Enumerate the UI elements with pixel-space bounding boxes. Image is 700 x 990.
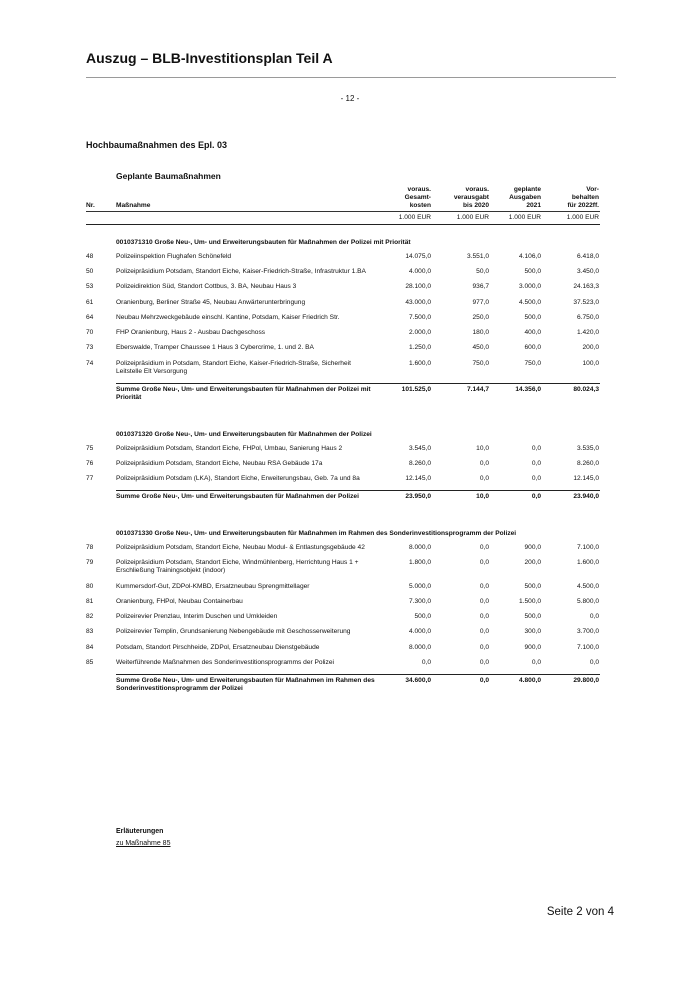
table-row (86, 445, 600, 460)
sum-gesamtkosten: 23.950,0 (378, 491, 432, 516)
row-ausgaben: 600,0 (524, 344, 541, 352)
group-title: 0010371310 Große Neu-, Um- und Erweiterungsbauten für Maßnahmen der Polizei mit Priorität (116, 238, 411, 246)
row-massnahme: FHP Oranienburg, Haus 2 - Ausbau Dachgeschoss (116, 329, 266, 337)
row-verausgabt: 0,0 (479, 582, 489, 590)
table-row (86, 268, 600, 283)
row-nr: 50 (86, 268, 94, 276)
group-title: 0010371320 Große Neu-, Um- und Erweiterungsbauten für Maßnahmen der Polizei (116, 430, 372, 438)
sum-row (86, 384, 600, 417)
row-verausgabt: 10,0 (476, 444, 489, 452)
row-verausgabt: 0,0 (479, 475, 489, 483)
row-gesamtkosten: 2.000,0 (409, 329, 431, 337)
col-header-gesamtkosten: voraus. Gesamt- kosten (404, 186, 431, 210)
row-nr: 83 (86, 628, 94, 636)
group-header-row (86, 427, 600, 445)
row-vorbehalten: 4.500,0 (577, 582, 599, 590)
sum-label: Summe Große Neu-, Um- und Erweiterungsbauten für Maßnahmen im Rahmen des Sonderinvestitionsprogramm der Polizei (116, 675, 378, 708)
document-title: Auszug – BLB-Investitionsplan Teil A (86, 50, 333, 66)
unit-label: 1.000 EUR (542, 211, 600, 224)
row-vorbehalten: 3.450,0 (577, 268, 599, 276)
sum-ausgaben: 0,0 (490, 491, 542, 516)
row-massnahme: Polizeiinspektion Flughafen Schönefeld (116, 252, 232, 260)
row-gesamtkosten: 43.000,0 (405, 298, 431, 306)
col-header-nr: Nr. (86, 202, 95, 210)
row-gesamtkosten: 14.075,0 (405, 252, 431, 260)
row-verausgabt: 977,0 (472, 298, 489, 306)
table-row (86, 544, 600, 559)
sum-row (86, 491, 600, 516)
row-massnahme: Polizeipräsidium Potsdam, Standort Eiche, Neubau RSA Gebäude 17a (116, 459, 323, 467)
footer-page-counter: Seite 2 von 4 (546, 906, 614, 918)
header-divider (86, 77, 616, 78)
row-massnahme: Neubau Mehrzweckgebäude einschl. Kantine, Potsdam, Kaiser Friedrich Str. (116, 313, 340, 321)
spacer-row (86, 224, 600, 235)
sum-ausgaben: 4.800,0 (490, 675, 542, 708)
row-ausgaben: 500,0 (524, 313, 541, 321)
table-row (86, 475, 600, 491)
row-gesamtkosten: 8.000,0 (409, 643, 431, 651)
row-gesamtkosten: 500,0 (414, 613, 431, 621)
group-nr-cell (86, 235, 116, 253)
col-header-massnahme: Maßnahme (116, 202, 151, 210)
investment-table (86, 186, 600, 708)
sum-label: Summe Große Neu-, Um- und Erweiterungsbauten für Maßnahmen der Polizei (116, 491, 378, 516)
investment-table-block (86, 170, 600, 708)
sum-vorbehalten: 80.024,3 (542, 384, 600, 417)
spacer-row (86, 516, 600, 526)
unit-label: 1.000 EUR (490, 211, 542, 224)
row-ausgaben: 900,0 (524, 543, 541, 551)
row-nr: 77 (86, 475, 94, 483)
row-massnahme: Oranienburg, FHPol, Neubau Containerbau (116, 597, 243, 605)
sum-vorbehalten: 29.800,0 (542, 675, 600, 708)
row-gesamtkosten: 28.100,0 (405, 283, 431, 291)
row-vorbehalten: 8.260,0 (577, 459, 599, 467)
row-verausgabt: 180,0 (472, 329, 489, 337)
unit-label: 1.000 EUR (432, 211, 490, 224)
sum-gesamtkosten: 101.525,0 (378, 384, 432, 417)
row-massnahme: Polizeirevier Prenzlau, Interim Duschen und Umkleiden (116, 613, 278, 621)
row-vorbehalten: 12.145,0 (573, 475, 599, 483)
row-gesamtkosten: 5.000,0 (409, 582, 431, 590)
table-row (86, 583, 600, 598)
group-nr-cell (86, 427, 116, 445)
row-massnahme: Eberswalde, Tramper Chaussee 1 Haus 3 Cybercrime, 1. und 2. BA (116, 344, 314, 352)
row-ausgaben: 4.500,0 (519, 298, 541, 306)
table-row (86, 344, 600, 359)
row-massnahme: Weiterführende Maßnahmen des Sonderinvestitionsprogramms der Polizei (116, 658, 334, 666)
row-vorbehalten: 37.523,0 (573, 298, 599, 306)
row-gesamtkosten: 4.000,0 (409, 268, 431, 276)
row-massnahme: Kummersdorf-Gut, ZDPol-KMBD, Ersatzneubau Sprengmittellager (116, 582, 310, 590)
row-nr: 73 (86, 344, 94, 352)
row-ausgaben: 500,0 (524, 268, 541, 276)
row-ausgaben: 1.500,0 (519, 597, 541, 605)
row-verausgabt: 50,0 (476, 268, 489, 276)
row-nr: 74 (86, 359, 94, 367)
row-massnahme: Polizeipräsidium in Potsdam, Standort Eiche, Kaiser-Friedrich-Straße, Sicherheit Leitstelle Elt Versorgung (116, 359, 351, 375)
row-vorbehalten: 3.700,0 (577, 628, 599, 636)
table-row (86, 460, 600, 475)
row-gesamtkosten: 7.500,0 (409, 313, 431, 321)
row-nr: 76 (86, 459, 94, 467)
col-header-verausgabt: voraus. verausgabt bis 2020 (453, 186, 489, 210)
table-unit-row (86, 211, 600, 224)
table-row (86, 314, 600, 329)
sum-nr-cell (86, 384, 116, 417)
row-verausgabt: 0,0 (479, 459, 489, 467)
group-header-row (86, 235, 600, 253)
table-row (86, 253, 600, 268)
table-header-row (86, 186, 600, 211)
row-vorbehalten: 24.163,3 (573, 283, 599, 291)
row-gesamtkosten: 1.800,0 (409, 559, 431, 567)
row-nr: 70 (86, 329, 94, 337)
sum-vorbehalten: 23.940,0 (542, 491, 600, 516)
table-row (86, 559, 600, 582)
row-nr: 53 (86, 283, 94, 291)
row-verausgabt: 0,0 (479, 597, 489, 605)
row-gesamtkosten: 4.000,0 (409, 628, 431, 636)
row-massnahme: Polizeipräsidium Potsdam (LKA), Standort Eiche, Erweiterungsbau, Geb. 7a und 8a (116, 475, 360, 483)
row-nr: 78 (86, 543, 94, 551)
row-ausgaben: 3.000,0 (519, 283, 541, 291)
row-ausgaben: 300,0 (524, 628, 541, 636)
sum-verausgabt: 0,0 (432, 675, 490, 708)
spacer-row (86, 417, 600, 427)
row-gesamtkosten: 7.300,0 (409, 597, 431, 605)
table-row (86, 659, 600, 675)
row-gesamtkosten: 1.600,0 (409, 359, 431, 367)
sum-verausgabt: 10,0 (432, 491, 490, 516)
row-verausgabt: 0,0 (479, 543, 489, 551)
row-verausgabt: 750,0 (472, 359, 489, 367)
row-massnahme: Potsdam, Standort Pirschheide, ZDPol, Ersatzneubau Dienstgebäude (116, 643, 320, 651)
row-ausgaben: 0,0 (531, 444, 541, 452)
row-verausgabt: 0,0 (479, 628, 489, 636)
row-verausgabt: 250,0 (472, 313, 489, 321)
table-title: Geplante Baumaßnahmen (116, 171, 221, 181)
sum-label: Summe Große Neu-, Um- und Erweiterungsbauten für Maßnahmen der Polizei mit Priorität (116, 384, 378, 417)
row-massnahme: Polizeipräsidium Potsdam, Standort Eiche, Kaiser-Friedrich-Straße, Infrastruktur 1.BA (116, 268, 366, 276)
col-header-ausgaben: geplante Ausgaben 2021 (509, 186, 541, 210)
row-massnahme: Polizeipräsidium Potsdam, Standort Eiche, Windmühlenberg, Herrichtung Haus 1 + Erschließung Trainingsobjekt (indoor) (116, 559, 359, 575)
row-massnahme: Oranienburg, Berliner Straße 45, Neubau Anwärterunterbringung (116, 298, 306, 306)
row-gesamtkosten: 8.260,0 (409, 459, 431, 467)
group-nr-cell (86, 526, 116, 544)
table-row (86, 299, 600, 314)
row-ausgaben: 200,0 (524, 559, 541, 567)
row-massnahme: Polizeidirektion Süd, Standort Cottbus, 3. BA, Neubau Haus 3 (116, 283, 297, 291)
row-verausgabt: 3.551,0 (467, 252, 489, 260)
row-verausgabt: 450,0 (472, 344, 489, 352)
table-row (86, 613, 600, 628)
row-vorbehalten: 7.100,0 (577, 543, 599, 551)
col-header-vorbehalten: Vor- behalten für 2022ff. (567, 186, 599, 210)
row-verausgabt: 0,0 (479, 643, 489, 651)
notes-section (116, 828, 170, 847)
table-row (86, 283, 600, 298)
row-massnahme: Polizeipräsidium Potsdam, Standort Eiche, FHPol, Umbau, Sanierung Haus 2 (116, 444, 343, 452)
row-ausgaben: 500,0 (524, 613, 541, 621)
row-ausgaben: 500,0 (524, 582, 541, 590)
row-gesamtkosten: 12.145,0 (405, 475, 431, 483)
row-vorbehalten: 100,0 (582, 359, 599, 367)
row-nr: 81 (86, 597, 94, 605)
row-vorbehalten: 7.100,0 (577, 643, 599, 651)
row-gesamtkosten: 0,0 (421, 658, 431, 666)
row-ausgaben: 900,0 (524, 643, 541, 651)
row-nr: 84 (86, 643, 94, 651)
notes-heading: Erläuterungen (116, 828, 164, 835)
row-nr: 48 (86, 252, 94, 260)
row-vorbehalten: 0,0 (589, 658, 599, 666)
row-ausgaben: 0,0 (531, 459, 541, 467)
row-vorbehalten: 200,0 (582, 344, 599, 352)
notes-link[interactable]: zu Maßnahme 85 (116, 840, 171, 847)
group-title: 0010371330 Große Neu-, Um- und Erweiterungsbauten für Maßnahmen im Rahmen des Sonderinvestitionsprogramm der Polizei (116, 529, 517, 537)
table-row (86, 628, 600, 643)
sum-ausgaben: 14.356,0 (490, 384, 542, 417)
section-heading: Hochbaumaßnahmen des Epl. 03 (86, 140, 228, 150)
row-ausgaben: 0,0 (531, 658, 541, 666)
row-nr: 64 (86, 313, 94, 321)
table-row (86, 598, 600, 613)
group-header-row (86, 526, 600, 544)
sum-row (86, 675, 600, 708)
row-gesamtkosten: 3.545,0 (409, 444, 431, 452)
row-vorbehalten: 0,0 (589, 613, 599, 621)
row-verausgabt: 0,0 (479, 559, 489, 567)
row-massnahme: Polizeirevier Templin, Grundsanierung Nebengebäude mit Geschosserweiterung (116, 628, 351, 636)
row-verausgabt: 0,0 (479, 613, 489, 621)
sum-nr-cell (86, 491, 116, 516)
table-row (86, 329, 600, 344)
row-ausgaben: 4.106,0 (519, 252, 541, 260)
row-gesamtkosten: 1.250,0 (409, 344, 431, 352)
sum-nr-cell (86, 675, 116, 708)
unit-label: 1.000 EUR (378, 211, 432, 224)
row-gesamtkosten: 8.000,0 (409, 543, 431, 551)
sum-gesamtkosten: 34.600,0 (378, 675, 432, 708)
row-verausgabt: 936,7 (472, 283, 489, 291)
page-number: - 12 - (340, 94, 360, 103)
row-ausgaben: 750,0 (524, 359, 541, 367)
row-vorbehalten: 5.800,0 (577, 597, 599, 605)
row-vorbehalten: 1.600,0 (577, 559, 599, 567)
row-ausgaben: 0,0 (531, 475, 541, 483)
row-nr: 75 (86, 444, 94, 452)
table-row (86, 644, 600, 659)
table-row (86, 360, 600, 384)
row-nr: 61 (86, 298, 94, 306)
row-vorbehalten: 6.418,0 (577, 252, 599, 260)
row-nr: 80 (86, 582, 94, 590)
row-nr: 79 (86, 559, 94, 567)
row-vorbehalten: 6.750,0 (577, 313, 599, 321)
row-massnahme: Polizeipräsidium Potsdam, Standort Eiche, Neubau Modul- & Entlastungsgebäude 42 (116, 543, 365, 551)
row-vorbehalten: 3.535,0 (577, 444, 599, 452)
row-nr: 85 (86, 658, 94, 666)
row-ausgaben: 400,0 (524, 329, 541, 337)
row-vorbehalten: 1.420,0 (577, 329, 599, 337)
row-verausgabt: 0,0 (479, 658, 489, 666)
sum-verausgabt: 7.144,7 (432, 384, 490, 417)
row-nr: 82 (86, 613, 94, 621)
